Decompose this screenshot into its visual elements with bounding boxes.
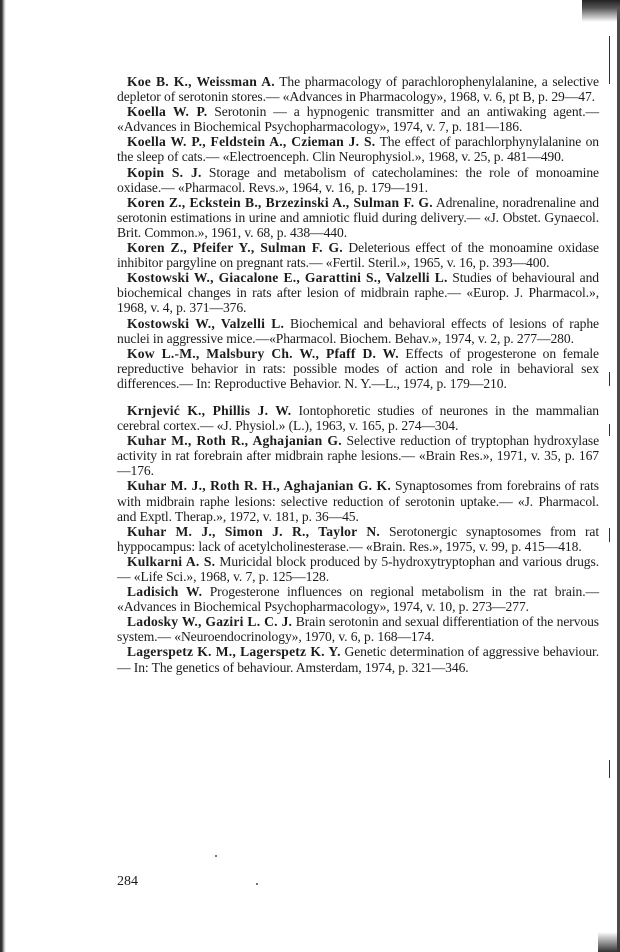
scan-speck (256, 883, 258, 885)
reference-text: Effects of progesterone on female repreductive behavior in rats: possible modes of action and role in behavioral sex differences.— In: Reproductive Behavior. N. Y.—L., 1974, p. 179—210. (117, 345, 599, 391)
reference-authors: Ladisich W. (127, 584, 203, 600)
reference-text: Adrenaline, noradrenaline and serotonin estimations in urine and amniotic fluid during delivery.— «J. Obstet. Gynaecol. Brit. Common.», 1961, v. 68, p. 438—440. (117, 194, 599, 240)
reference-text: The pharmacology of parachlorophenylalanine, a selective depletor of serotonin stores.— «Advances in Pharmacology», 1968, v. 6, pt B, p. 29—47. (117, 74, 599, 105)
reference-entry (117, 74, 599, 104)
reference-text: Studies of behavioural and biochemical changes in rats after lesion of midbrain raphe.— «Europ. J. Pharmacol.», 1968, v. 4, p. 371—376. (117, 270, 599, 316)
reference-entry (117, 165, 599, 195)
reference-entry (117, 614, 599, 644)
reference-entry (117, 134, 599, 164)
bibliography-list (117, 74, 599, 675)
reference-authors: Kopin S. J. (127, 164, 202, 180)
margin-mark (609, 760, 610, 778)
scan-shadow-top (582, 0, 620, 22)
page-number: 284 (117, 874, 138, 889)
reference-entry (117, 403, 599, 433)
reference-entry (117, 104, 599, 134)
page-left-edge (0, 0, 6, 952)
reference-entry (117, 644, 599, 674)
reference-text: Serotonergic synaptosomes from rat hyppocampus: lack of acetylcholinesterase.— «Brain. Res.», 1975, v. 99, p. 415—418. (117, 523, 599, 554)
margin-mark (609, 424, 610, 436)
reference-authors: Koella W. P. (127, 104, 208, 120)
margin-mark (609, 528, 610, 542)
reference-text: Iontophoretic studies of neurones in the mammalian cerebral cortex.— «J. Physiol.» (L.), 1963, v. 165, p. 274—304. (117, 402, 599, 434)
reference-entry (117, 478, 599, 523)
reference-entry (117, 584, 599, 614)
reference-entry (117, 346, 599, 391)
reference-text: Serotonin — a hypnogenic transmitter and an antiwaking agent.— «Advances in Biochemical Psychopharmacology», 1974, v. 7, p. 181—186. (117, 104, 599, 135)
reference-text: Deleterious effect of the monoamine oxidase inhibitor pargyline on pregnant rats.— «Fertil. Steril.», 1965, v. 16, p. 393—400. (117, 240, 599, 271)
reference-text: Muricidal block produced by 5-hydroxytryptophan and various drugs.— «Life Sci.», 1968, v. 7, p. 125—128. (117, 553, 599, 584)
reference-text: Brain serotonin and sexual differentiation of the nervous system.— «Neuroendocrinology», 1970, v. 6, p. 168—174. (117, 614, 600, 645)
scan-shadow-bottom (598, 932, 620, 952)
reference-text: The effect of parachlorphynylalanine on the sleep of cats.— «Electroenceph. Clin Neurophysiol.», 1968, v. 25, p. 481—490. (117, 134, 599, 165)
reference-text: Progesterone influences on regional metabolism in the rat brain.— «Advances in Biochemical Psychopharmacology», 1974, v. 10, p. 273—277. (117, 584, 599, 615)
reference-authors: Kostowski W., Giacalone E., Garattini S., Valzelli L. (127, 270, 448, 286)
reference-text: Storage and metabolism of catecholamines: the role of monoamine oxidase.— «Pharmacol. Revs.», 1964, v. 16, p. 179—191. (117, 164, 599, 195)
reference-entry (117, 524, 599, 554)
margin-mark (609, 372, 610, 386)
reference-authors: Kuhar M., Roth R., Aghajanian G. (127, 433, 342, 449)
margin-mark (609, 36, 610, 84)
reference-authors: Koren Z., Pfeifer Y., Sulman F. G. (127, 240, 343, 256)
reference-entry (117, 270, 599, 315)
reference-authors: Krnjević K., Phillis J. W. (127, 402, 292, 418)
reference-entry (117, 316, 599, 346)
reference-authors: Ladosky W., Gaziri L. C. J. (127, 614, 293, 630)
reference-authors: Kostowski W., Valzelli L. (127, 315, 285, 331)
reference-authors: Koella W. P., Feldstein A., Czieman J. S. (127, 134, 376, 150)
reference-authors: Lagerspetz K. M., Lagerspetz K. Y. (127, 644, 341, 660)
reference-authors: Kulkarni A. S. (127, 553, 216, 569)
reference-entry (117, 195, 599, 240)
reference-authors: Kuhar M. J., Simon J. R., Taylor N. (127, 523, 381, 539)
reference-text: Genetic determination of aggressive behaviour.— In: The genetics of behaviour. Amsterdam, 1974, p. 321—346. (117, 644, 599, 675)
reference-entry (117, 554, 599, 584)
scan-speck (215, 855, 217, 857)
reference-authors: Koren Z., Eckstein B., Brzezinski A., Sulman F. G. (127, 194, 433, 210)
reference-text: Selective reduction of tryptophan hydroxylase activity in rat forebrain after midbrain raphe lesions.— «Brain Res.», 1971, v. 35, p. 167—176. (117, 433, 599, 479)
reference-text: Synaptosomes from forebrains of rats with midbrain raphe lesions: selective reduction of serotonin uptake.— «J. Pharmacol. and Exptl. Therap.», 1972, v. 181, p. 36—45. (117, 478, 599, 524)
reference-authors: Koe B. K., Weissman A. (127, 74, 275, 89)
reference-authors: Kow L.-M., Malsbury Ch. W., Pfaff D. W. (127, 345, 399, 361)
reference-entry (117, 433, 599, 478)
reference-entry (117, 240, 599, 270)
reference-text: Biochemical and behavioral effects of lesions of raphe nuclei in aggressive mice.—«Pharmacol. Biochem. Behav.», 1974, v. 2, p. 277—280. (117, 315, 599, 346)
reference-authors: Kuhar M. J., Roth R. H., Aghajanian G. K. (127, 478, 391, 494)
